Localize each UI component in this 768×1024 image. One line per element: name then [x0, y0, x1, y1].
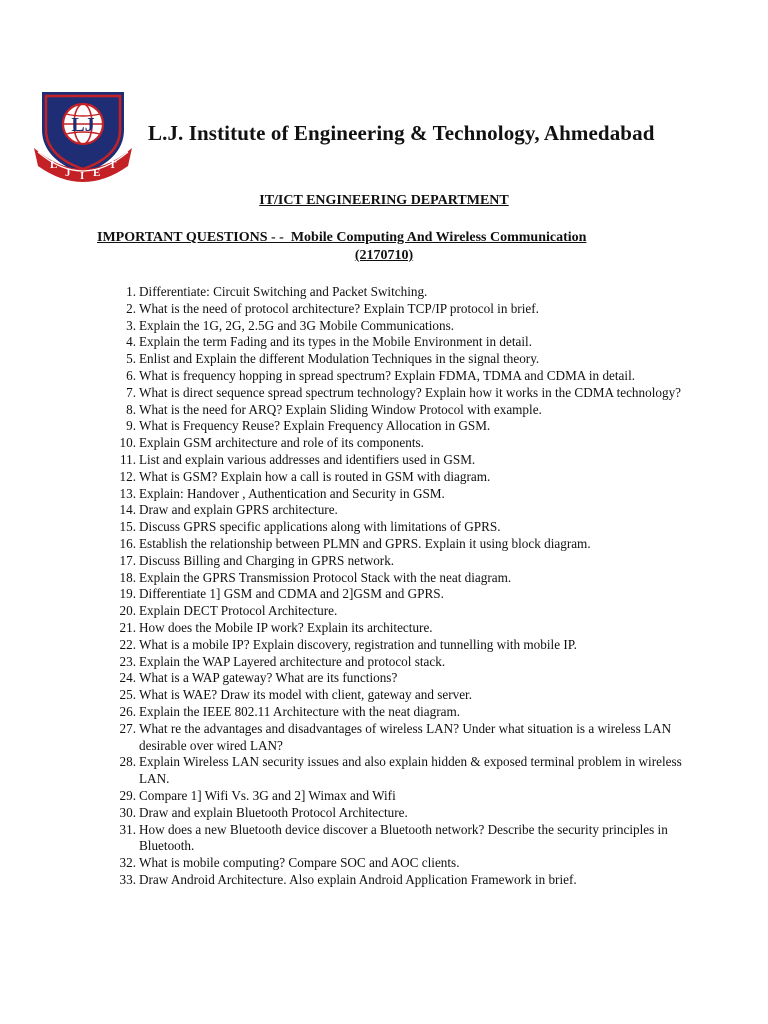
question-item	[114, 385, 684, 402]
svg-text:LJ: LJ	[71, 114, 95, 136]
question-text: Compare 1] Wifi Vs. 3G and 2] Wimax and Wifi	[139, 787, 396, 803]
question-item	[114, 654, 684, 671]
question-item	[114, 788, 684, 805]
question-item	[114, 452, 684, 469]
question-number: 24 .	[114, 670, 136, 687]
question-number: 32 .	[114, 855, 136, 872]
question-number: 29 .	[114, 788, 136, 805]
svg-text:L: L	[50, 159, 58, 171]
question-text: Explain GSM architecture and role of its components.	[139, 435, 424, 451]
question-text: What re the advantages and disadvantages of wireless LAN? Under what situation is a wireless LAN desirable over wired LAN?	[139, 720, 672, 753]
question-item	[114, 334, 684, 351]
question-number: 17 .	[114, 553, 136, 570]
svg-text:E: E	[93, 167, 101, 179]
question-item	[114, 301, 684, 318]
question-number: 22 .	[114, 637, 136, 654]
question-text: Establish the relationship between PLMN and GPRS. Explain it using block diagram.	[139, 535, 591, 551]
question-number: 14 .	[114, 502, 136, 519]
question-text: Explain the term Fading and its types in the Mobile Environment in detail.	[139, 334, 532, 350]
question-text: What is WAE? Draw its model with client, gateway and server.	[139, 687, 473, 703]
question-number: 21 .	[114, 620, 136, 637]
question-number: 4 .	[114, 334, 136, 351]
question-item	[114, 721, 684, 755]
question-number: 5 .	[114, 351, 136, 368]
question-text: How does the Mobile IP work? Explain its architecture.	[139, 619, 433, 635]
question-item	[114, 368, 684, 385]
question-number: 20 .	[114, 603, 136, 620]
question-item	[114, 519, 684, 536]
question-text: Explain: Handover , Authentication and Security in GSM.	[139, 485, 445, 501]
question-item	[114, 620, 684, 637]
department-heading: IT/ICT ENGINEERING DEPARTMENT	[259, 193, 509, 208]
question-item	[114, 284, 684, 301]
question-number: 26 .	[114, 704, 136, 721]
question-item	[114, 704, 684, 721]
svg-text:I: I	[80, 170, 85, 182]
question-item	[114, 318, 684, 335]
question-list	[114, 284, 684, 889]
question-item	[114, 670, 684, 687]
question-item	[114, 486, 684, 503]
question-number: 23 .	[114, 654, 136, 671]
question-text: How does a new Bluetooth device discover a Bluetooth network? Describe the security principles in Bluetooth.	[139, 821, 668, 854]
question-item	[114, 805, 684, 822]
question-number: 9 .	[114, 418, 136, 435]
question-number: 10 .	[114, 435, 136, 452]
question-number: 19 .	[114, 586, 136, 603]
question-text: List and explain various addresses and identifiers used in GSM.	[139, 451, 476, 467]
question-number: 8 .	[114, 402, 136, 419]
question-item	[114, 687, 684, 704]
question-item	[114, 351, 684, 368]
question-item	[114, 855, 684, 872]
subject-code: (2170710)	[354, 248, 414, 263]
question-text: What is a mobile IP? Explain discovery, registration and tunnelling with mobile IP.	[139, 636, 577, 652]
question-text: What is Frequency Reuse? Explain Frequency Allocation in GSM.	[139, 418, 491, 434]
question-number: 2 .	[114, 301, 136, 318]
question-item	[114, 418, 684, 435]
question-item	[114, 536, 684, 553]
question-text: Explain DECT Protocol Architecture.	[139, 603, 338, 619]
question-number: 11 .	[114, 452, 136, 469]
question-item	[114, 553, 684, 570]
question-text: Explain Wireless LAN security issues and also explain hidden & exposed terminal problem in wireless LAN.	[139, 754, 682, 787]
question-number: 7 .	[114, 385, 136, 402]
question-item	[114, 822, 684, 856]
question-number: 12 .	[114, 469, 136, 486]
question-number: 31 .	[114, 822, 136, 839]
question-item	[114, 872, 684, 889]
question-text: Explain the IEEE 802.11 Architecture with the neat diagram.	[139, 703, 461, 719]
question-number: 6 .	[114, 368, 136, 385]
svg-text:T: T	[109, 159, 117, 171]
question-text: What is the need of protocol architecture? Explain TCP/IP protocol in brief.	[139, 300, 539, 316]
question-text: Explain the GPRS Transmission Protocol Stack with the neat diagram.	[139, 569, 512, 585]
question-text: Draw and explain GPRS architecture.	[139, 502, 338, 518]
question-item	[114, 435, 684, 452]
question-number: 1 .	[114, 284, 136, 301]
question-item	[114, 754, 684, 788]
question-number: 25 .	[114, 687, 136, 704]
question-text: What is direct sequence spread spectrum technology? Explain how it works in the CDMA technology?	[139, 384, 682, 400]
question-text: Draw and explain Bluetooth Protocol Architecture.	[139, 804, 408, 820]
question-item	[114, 502, 684, 519]
question-text: Explain the 1G, 2G, 2.5G and 3G Mobile Communications.	[139, 317, 454, 333]
question-text: What is GSM? Explain how a call is routed in GSM with diagram.	[139, 468, 491, 484]
question-text: Draw Android Architecture. Also explain Android Application Framework in brief.	[139, 871, 577, 887]
institute-title: L.J. Institute of Engineering & Technology, Ahmedabad	[148, 121, 655, 145]
question-item	[114, 603, 684, 620]
question-number: 15 .	[114, 519, 136, 536]
question-number: 30 .	[114, 805, 136, 822]
question-item	[114, 586, 684, 603]
question-number: 33 .	[114, 872, 136, 889]
ljiet-logo	[30, 86, 136, 186]
question-number: 16 .	[114, 536, 136, 553]
question-text: Discuss GPRS specific applications along with limitations of GPRS.	[139, 519, 501, 535]
question-item	[114, 402, 684, 419]
question-text: Enlist and Explain the different Modulation Techniques in the signal theory.	[139, 351, 540, 367]
question-text: Explain the WAP Layered architecture and protocol stack.	[139, 653, 446, 669]
question-item	[114, 570, 684, 587]
question-number: 28 .	[114, 754, 136, 771]
question-text: Differentiate: Circuit Switching and Packet Switching.	[139, 284, 428, 299]
question-text: What is mobile computing? Compare SOC and AOC clients.	[139, 855, 460, 871]
question-text: What is frequency hopping in spread spectrum? Explain FDMA, TDMA and CDMA in detail.	[139, 367, 636, 383]
question-item	[114, 637, 684, 654]
question-number: 13 .	[114, 486, 136, 503]
question-text: What is a WAP gateway? What are its functions?	[139, 670, 398, 686]
question-number: 3 .	[114, 318, 136, 335]
question-text: Differentiate 1] GSM and CDMA and 2]GSM and GPRS.	[139, 586, 444, 602]
svg-text:J: J	[65, 167, 71, 179]
question-number: 18 .	[114, 570, 136, 587]
subject-heading: IMPORTANT QUESTIONS - - Mobile Computing And Wireless Communication	[97, 230, 587, 245]
question-text: What is the need for ARQ? Explain Sliding Window Protocol with example.	[139, 401, 542, 417]
question-number: 27 .	[114, 721, 136, 738]
question-text: Discuss Billing and Charging in GPRS network.	[139, 552, 395, 568]
question-item	[114, 469, 684, 486]
